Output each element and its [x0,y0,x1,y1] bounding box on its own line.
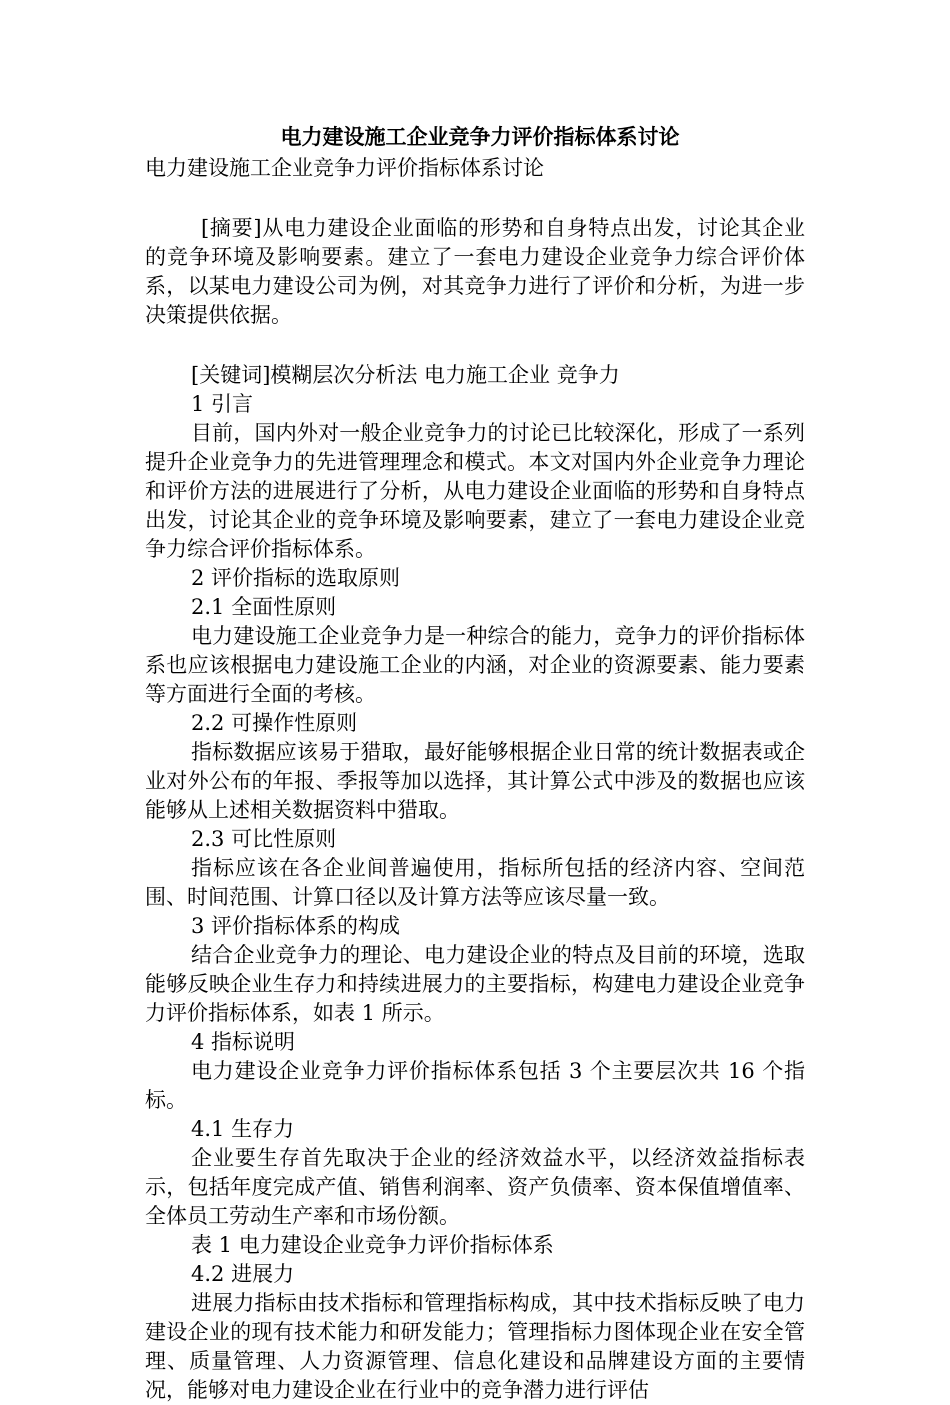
section-heading: 4.2 进展力 [191,1262,295,1286]
body-paragraph: 电力建设企业竞争力评价指标体系包括 3 个主要层次共 16 个指标。 [145,1059,805,1112]
document-title: 电力建设施工企业竞争力评价指标体系讨论 [280,125,680,149]
section-heading: 2.2 可操作性原则 [191,711,358,735]
document-subtitle: 电力建设施工企业竞争力评价指标体系讨论 [145,156,544,180]
spacer [145,330,805,361]
abstract-paragraph: [摘要]从电力建设企业面临的形势和自身特点出发，讨论其企业的竞争环境及影响要素。建立了一套电力建设企业竞争力综合评价体系，以某电力建设公司为例，对其竞争力进行了评价和分析，为进一步决策提供依据。 [145,216,805,327]
section-heading: 2.3 可比性原则 [191,827,337,851]
body-paragraph: 进展力指标由技术指标和管理指标构成，其中技术指标反映了电力建设企业的现有技术能力和研发能力；管理指标力图体现企业在安全管理、质量管理、人力资源管理、信息化建设和品牌建设方面的主要情况，能够对电力建设企业在行业中的竞争潜力进行评估 [145,1291,805,1402]
body-paragraph: 指标应该在各企业间普遍使用，指标所包括的经济内容、空间范围、时间范围、计算口径以及计算方法等应该尽量一致。 [145,856,805,909]
keywords-line: [关键词]模糊层次分析法 电力施工企业 竞争力 [191,363,620,387]
section-heading: 3 评价指标体系的构成 [191,914,401,938]
section-heading: 2.1 全面性原则 [191,595,337,619]
body-paragraph: 电力建设施工企业竞争力是一种综合的能力，竞争力的评价指标体系也应该根据电力建设施工企业的内涵，对企业的资源要素、能力要素等方面进行全面的考核。 [145,624,805,706]
section-heading: 2 评价指标的选取原则 [191,566,401,590]
table-caption: 表 1 电力建设企业竞争力评价指标体系 [191,1233,554,1257]
body-paragraph: 目前，国内外对一般企业竞争力的讨论已比较深化，形成了一系列提升企业竞争力的先进管理理念和模式。本文对国内外企业竞争力理论和评价方法的进展进行了分析，从电力建设企业面临的形势和自身特点出发，讨论其企业的竞争环境及影响要素，建立了一套电力建设企业竞争力综合评价指标体系。 [145,421,805,561]
document-page [145,120,805,1405]
spacer [145,183,805,214]
section-heading: 1 引言 [191,392,254,416]
body-paragraph: 指标数据应该易于猎取，最好能够根据企业日常的统计数据表或企业对外公布的年报、季报等加以选择，其计算公式中涉及的数据也应该能够从上述相关数据资料中猎取。 [145,740,805,822]
section-heading: 4.1 生存力 [191,1117,295,1141]
body-paragraph: 企业要生存首先取决于企业的经济效益水平，以经济效益指标表示，包括年度完成产值、销售利润率、资产负债率、资本保值增值率、全体员工劳动生产率和市场份额。 [145,1146,805,1228]
section-heading: 4 指标说明 [191,1030,296,1054]
body-paragraph: 结合企业竞争力的理论、电力建设企业的特点及目前的环境，选取能够反映企业生存力和持续进展力的主要指标，构建电力建设企业竞争力评价指标体系，如表 1 所示。 [145,943,805,1025]
